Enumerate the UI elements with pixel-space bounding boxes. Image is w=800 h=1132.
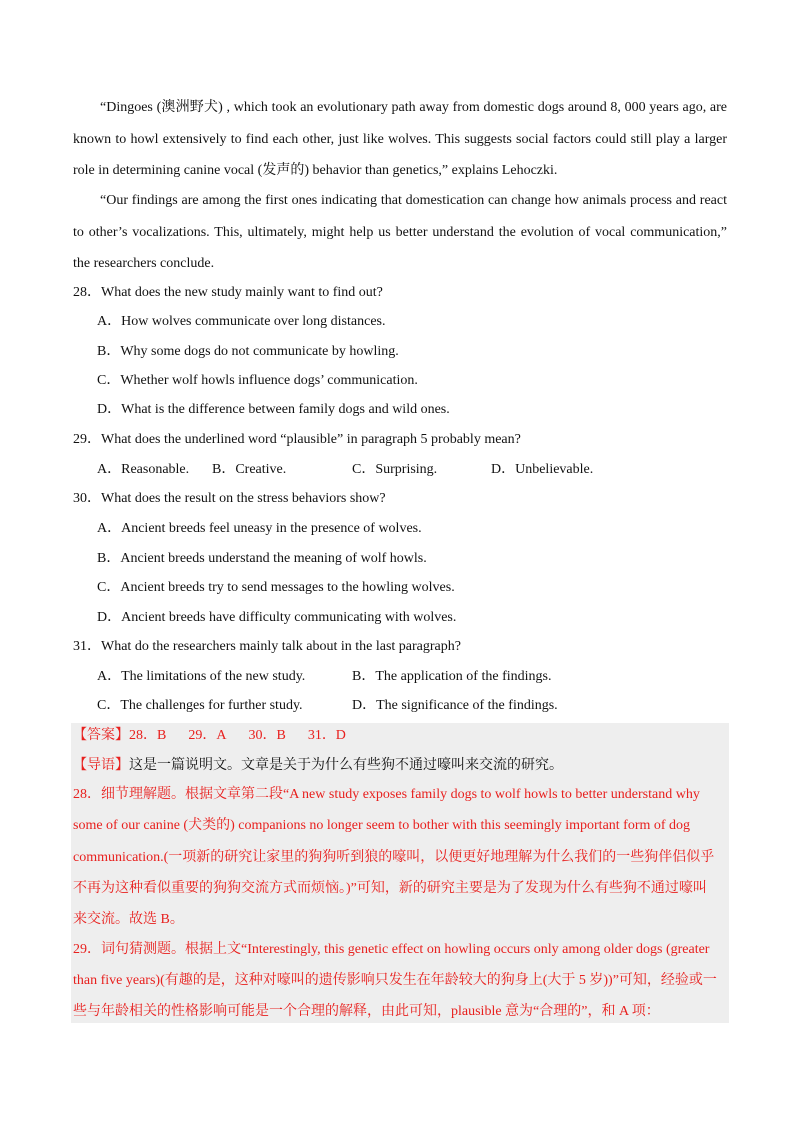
question-28-option-a: A．How wolves communicate over long distances. — [97, 314, 386, 329]
explanation-28-line-4: 不再为这种看似重要的狗狗交流方式而烦恼。)”可知，新的研究主要是为了发现为什么有些狗不通过嚎叫 — [73, 881, 707, 896]
guide-text: 这是一篇说明文。文章是关于为什么有些狗不通过嚎叫来交流的研究。 — [129, 758, 563, 773]
question-29-option-d: D．Unbelievable. — [491, 462, 594, 477]
answer-29: 29．A — [188, 728, 227, 743]
answer-30: 30．B — [248, 728, 286, 743]
question-30-option-b: B．Ancient breeds understand the meaning of wolf howls. — [97, 551, 427, 566]
answer-31: 31．D — [307, 728, 346, 743]
question-30-stem: 30．What does the result on the stress behaviors show? — [73, 491, 386, 506]
question-29-option-a: A．Reasonable. — [97, 462, 190, 477]
question-29-option-b: B．Creative. — [212, 462, 287, 477]
question-31-option-c: C．The challenges for further study. — [97, 698, 303, 713]
explanation-29-line-2: than five years)(有趣的是，这种对嚎叫的遗传影响只发生在年龄较大的狗身上(大于 5 岁))”可知，经验或一 — [73, 973, 717, 988]
question-30-option-c: C．Ancient breeds try to send messages to the howling wolves. — [97, 580, 455, 595]
question-28-stem: 28．What does the new study mainly want to find out? — [73, 285, 383, 300]
question-31-option-a: A．The limitations of the new study. — [97, 669, 306, 684]
explanation-28-line-5: 来交流。故选 B。 — [73, 912, 184, 927]
guide-label: 【导语】 — [73, 758, 129, 773]
question-30-option-a: A．Ancient breeds feel uneasy in the presence of wolves. — [97, 521, 422, 536]
question-28-option-c: C．Whether wolf howls influence dogs’ communication. — [97, 373, 418, 388]
guide-line — [73, 757, 563, 775]
passage-paragraph-2: “Our findings are among the first ones indicating that domestication can change how animals process and react to other’s vocalizations. This, ultimately, might help us better understand the evolution of vocal communication,” the researchers conclude. — [73, 193, 727, 271]
question-31-option-b: B．The application of the findings. — [352, 669, 552, 684]
question-29-stem: 29．What does the underlined word “plausible” in paragraph 5 probably mean? — [73, 432, 521, 447]
question-30-option-d: D．Ancient breeds have difficulty communicating with wolves. — [97, 610, 457, 625]
explanation-28-line-2: some of our canine (犬类的) companions no longer seem to bother with this seemingly important form of dog — [73, 818, 691, 833]
explanation-29-line-3: 些与年龄相关的性格影响可能是一个合理的解释，由此可知，plausible 意为“合理的”，和 A 项： — [73, 1004, 660, 1019]
explanation-29-line-1: 29．词句猜测题。根据上文“Interestingly, this genetic effect on howling occurs only among older dogs (greater — [73, 942, 710, 957]
question-31-stem: 31．What do the researchers mainly talk about in the last paragraph? — [73, 639, 461, 654]
question-28-option-d: D．What is the difference between family dogs and wild ones. — [97, 402, 450, 417]
explanation-28-line-1: 28．细节理解题。根据文章第二段“A new study exposes family dogs to wolf howls to better understand why — [73, 787, 700, 802]
question-29-option-c: C．Surprising. — [352, 462, 438, 477]
passage-paragraph-1: “Dingoes (澳洲野犬) , which took an evolutionary path away from domestic dogs around 8, 000 years ago, are known to howl extensively to find each other, just like wolves. This suggests social factors could still play a larger role in determining canine vocal (发声的) behavior than genetics,” explains Lehoczki. — [73, 100, 727, 178]
explanation-28-line-3: communication.(一项新的研究让家里的狗狗听到狼的嚎叫，以便更好地理解为什么我们的一些狗伴侣似乎 — [73, 850, 715, 865]
answer-label: 【答案】 — [73, 728, 129, 743]
question-28-option-b: B．Why some dogs do not communicate by howling. — [97, 344, 399, 359]
answer-28: 28．B — [129, 728, 167, 743]
question-31-option-d: D．The significance of the findings. — [352, 698, 558, 713]
answer-line — [73, 727, 346, 745]
